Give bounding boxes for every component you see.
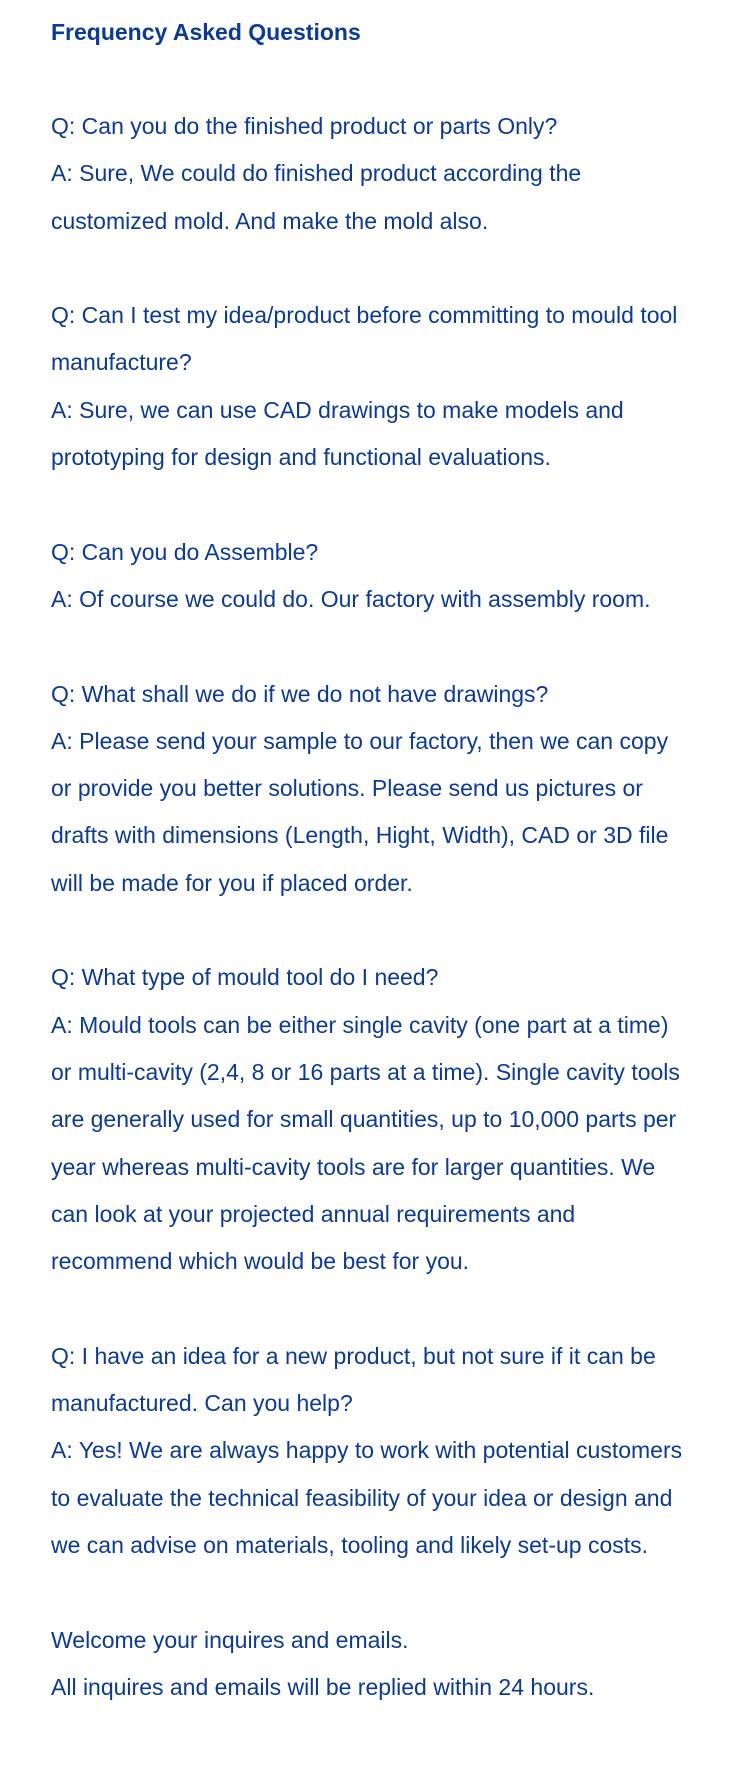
- closing-welcome: Welcome your inquires and emails.: [51, 1626, 409, 1653]
- faq-item: [51, 292, 691, 481]
- faq-question: Q: What shall we do if we do not have drawings?: [51, 680, 549, 707]
- closing-reply-time: All inquires and emails will be replied within 24 hours.: [51, 1673, 595, 1700]
- faq-item: [51, 671, 691, 907]
- faq-item: [51, 1333, 691, 1569]
- faq-item: [51, 529, 691, 624]
- faq-question: Q: What type of mould tool do I need?: [51, 964, 439, 991]
- faq-answer: A: Sure, we can use CAD drawings to make models and prototyping for design and functional evaluations.: [51, 396, 624, 471]
- faq-answer: A: Mould tools can be either single cavity (one part at a time) or multi-cavity (2,4, 8 or 16 parts at a time). Single cavity tools are generally used for small quantities, up to 10,000 parts per year whereas multi-cavity tools are for larger quantities. We can look at your projected annual requirements and recommend which would be best for you.: [51, 1011, 680, 1275]
- faq-question: Q: Can I test my idea/product before committing to mould tool manufacture?: [51, 302, 678, 376]
- faq-answer: A: Sure, We could do finished product according the customized mold. And make the mold also.: [51, 160, 582, 234]
- faq-list: [51, 103, 691, 1711]
- faq-question: Q: Can you do Assemble?: [51, 538, 319, 565]
- closing-note: [51, 1617, 691, 1712]
- faq-question: Q: I have an idea for a new product, but not sure if it can be manufactured. Can you help?: [51, 1342, 656, 1417]
- faq-answer: A: Yes! We are always happy to work with potential customers to evaluate the technical feasibility of your idea or design and we can advise on materials, tooling and likely set-up costs.: [51, 1437, 683, 1558]
- faq-item: [51, 103, 691, 245]
- page-title: Frequency Asked Questions: [51, 19, 361, 45]
- faq-item: [51, 954, 691, 1285]
- faq-answer: A: Of course we could do. Our factory with assembly room.: [51, 585, 651, 612]
- faq-question: Q: Can you do the finished product or parts Only?: [51, 113, 558, 139]
- faq-answer: A: Please send your sample to our factory, then we can copy or provide you better solutions. Please send us pictures or drafts with dimensions (Length, Hight, Width), CAD or 3D file will be made for you if placed order.: [51, 727, 669, 896]
